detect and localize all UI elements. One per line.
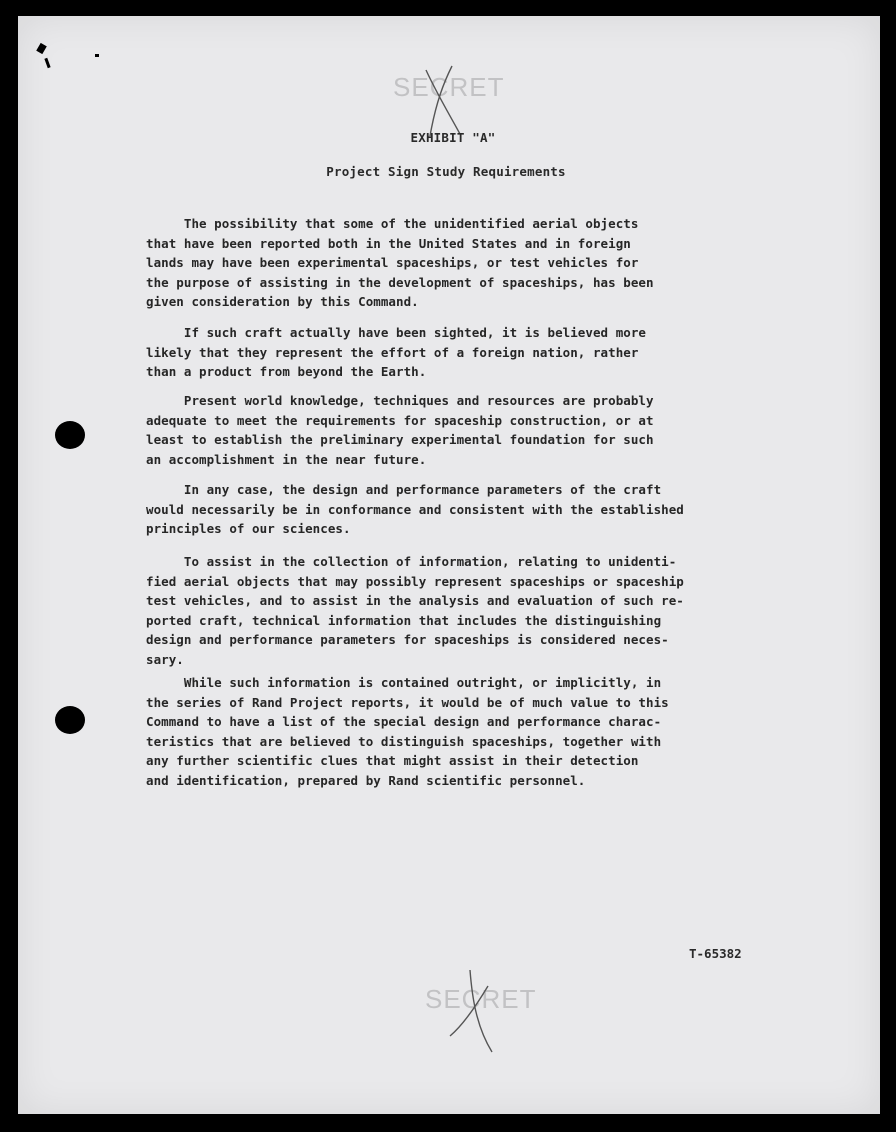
paragraph: In any case, the design and performance parameters of the craft would necessarily be in conformance and consistent with the established principles of our sciences. bbox=[146, 482, 684, 536]
exhibit-heading: EXHIBIT "A" bbox=[410, 130, 496, 145]
paragraph: Present world knowledge, techniques and resources are probably adequate to meet the requirements for spaceship construction, or at least to establish the preliminary experimental foundation for such an accomplishment in the near future. bbox=[146, 393, 654, 467]
paragraph: The possibility that some of the unidentified aerial objects that have been reported both in the United States and in foreign lands may have been experimental spaceships, or test vehicles for the purpose of assisting in the development of spaceships, has been given consideration by this Command. bbox=[146, 216, 654, 309]
paragraph: To assist in the collection of information, relating to unidenti- fied aerial objects that may possibly represent spaceships or spaceship test vehicles, and to assist in the analysis and evaluation of such re- ported craft, technical information that includes the distinguishing design and performance parameters for spaceships is considered neces- sary. bbox=[146, 554, 684, 667]
ink-speck bbox=[95, 54, 99, 57]
document-title: Project Sign Study Requirements bbox=[326, 164, 566, 179]
punch-hole bbox=[55, 706, 85, 734]
secret-stamp-bottom: SECRET bbox=[425, 984, 537, 1014]
document-number: T-65382 bbox=[689, 946, 742, 961]
crossout-mark-bottom bbox=[440, 966, 510, 1058]
paragraph: While such information is contained outright, or implicitly, in the series of Rand Project reports, it would be of much value to this Command to have a list of the special design and performance charac- teristics that are believed to distinguish spaceships, together with any further scientific clues that might assist in their detection and identification, prepared by Rand scientific personnel. bbox=[146, 675, 669, 788]
paragraph: If such craft actually have been sighted, it is believed more likely that they represent the effort of a foreign nation, rather than a product from beyond the Earth. bbox=[146, 325, 646, 379]
secret-stamp-top: SECRET bbox=[393, 72, 505, 102]
punch-hole bbox=[55, 421, 85, 449]
